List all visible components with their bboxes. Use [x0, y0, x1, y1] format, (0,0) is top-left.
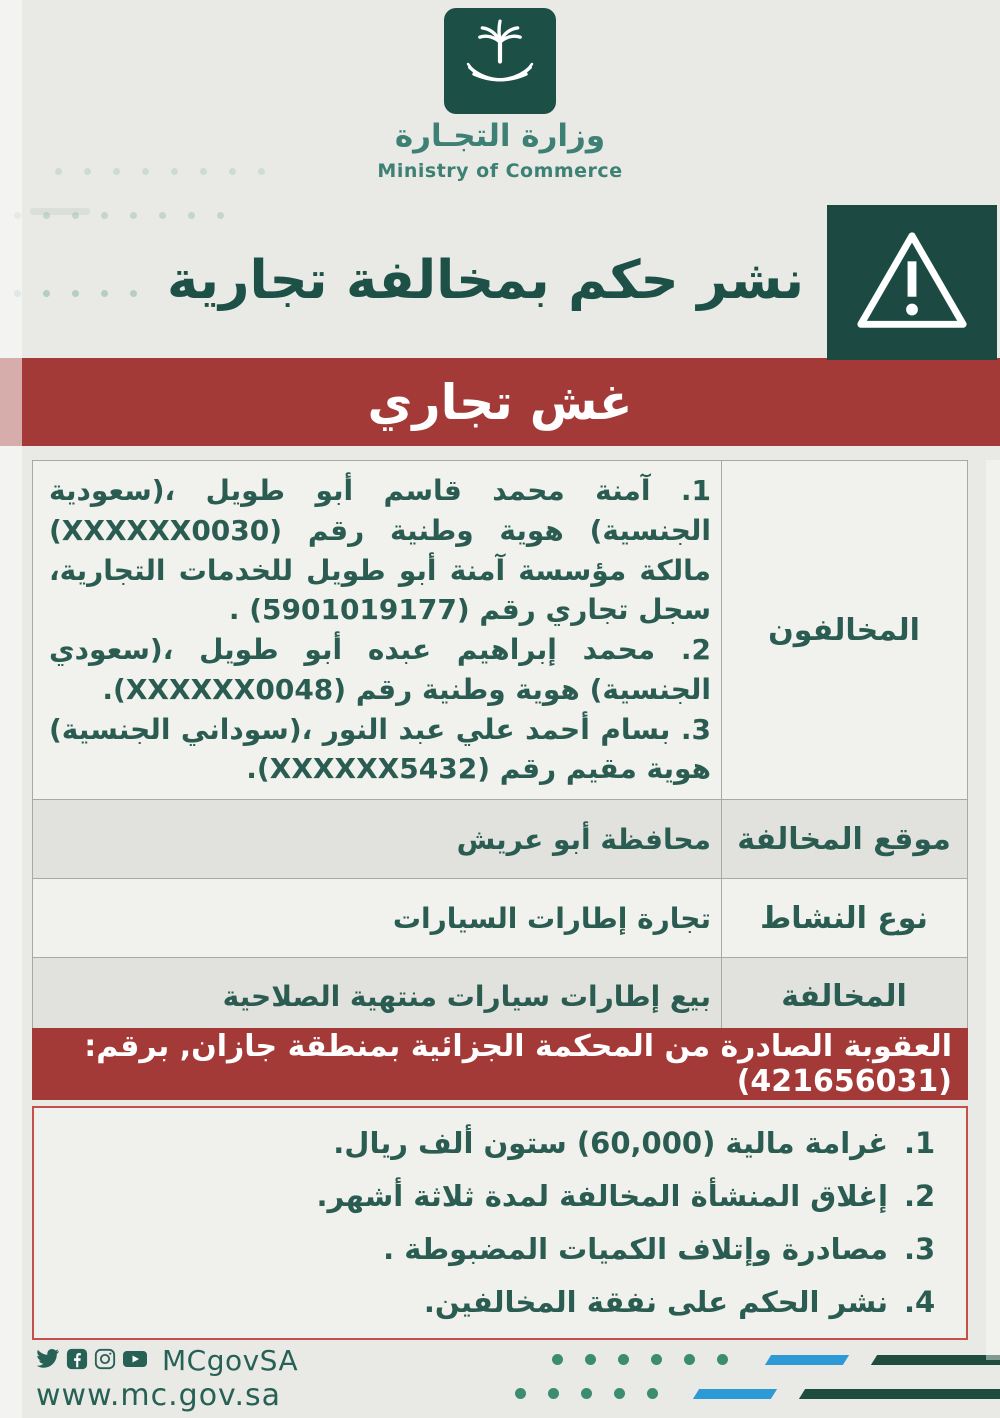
youtube-icon[interactable]	[122, 1344, 148, 1377]
scan-edge-right	[986, 460, 1000, 1360]
location-label: موقع المخالفة	[721, 800, 967, 878]
header	[0, 0, 1000, 200]
penalty-text: نشر الحكم على نفقة المخالفين.	[423, 1284, 888, 1319]
penalty-text: إغلاق المنشأة المخالفة لمدة ثلاثة أشهر.	[316, 1178, 888, 1213]
social-handle[interactable]: MCgovSA	[162, 1344, 299, 1377]
penalty-number: 3.	[904, 1231, 936, 1266]
page-title: نشر حكم بمخالفة تجارية	[166, 249, 804, 311]
violator-item: 1. آمنة محمد قاسم أبو طويل ،(سعودية الجنسية) هوية وطنية رقم (XXXXXX0030) مالكة مؤسسة آمنة أبو طويل للخدمات التجارية، سجل تجاري رقم (5901019177) .	[49, 474, 711, 627]
violation-type-banner: غش تجاري	[0, 358, 1000, 446]
table-row-location	[33, 800, 967, 879]
footer	[0, 1340, 1000, 1418]
penalty-number: 2.	[904, 1178, 936, 1213]
twitter-icon[interactable]	[36, 1344, 60, 1377]
website-url[interactable]: www.mc.gov.sa	[36, 1378, 282, 1413]
penalty-number: 4.	[904, 1284, 936, 1319]
activity-value: تجارة إطارات السيارات	[33, 879, 721, 957]
violators-label: المخالفون	[721, 461, 967, 799]
dots-decoration	[515, 1388, 1000, 1399]
violator-item: 2. محمد إبراهيم عبده أبو طويل ،(سعودي الجنسية) هوية وطنية رقم (XXXXXX0048).	[49, 633, 711, 706]
penalty-item	[54, 1285, 940, 1319]
dots-decoration	[552, 1354, 1000, 1365]
location-value: محافظة أبو عريش	[33, 800, 721, 878]
decorative-dots	[14, 290, 137, 297]
ministry-name-english: Ministry of Commerce	[377, 160, 623, 182]
penalty-list-box	[32, 1106, 968, 1340]
penalty-text: مصادرة وإتلاف الكميات المضبوطة .	[383, 1231, 888, 1266]
ministry-logo	[444, 8, 556, 114]
scan-edge-left	[0, 0, 22, 1418]
penalty-number: 1.	[904, 1125, 936, 1160]
warning-triangle-icon	[853, 225, 971, 341]
penalty-item	[54, 1232, 940, 1266]
penalty-text: غرامة مالية (60,000) ستون ألف ريال.	[333, 1125, 888, 1160]
violation-label: المخالفة	[721, 958, 967, 1034]
facebook-icon[interactable]	[66, 1344, 88, 1377]
social-media-row	[36, 1344, 298, 1377]
violation-details-table	[32, 460, 968, 1035]
activity-label: نوع النشاط	[721, 879, 967, 957]
table-row-violators	[33, 461, 967, 800]
table-row-violation	[33, 958, 967, 1034]
instagram-icon[interactable]	[94, 1344, 116, 1377]
violators-value	[33, 461, 721, 799]
ministry-name-arabic: وزارة التجـارة	[394, 118, 606, 154]
violation-value: بيع إطارات سيارات منتهية الصلاحية	[33, 958, 721, 1034]
violator-item: 3. بسام أحمد علي عبد النور ،(سوداني الجنسية) هوية مقيم رقم (XXXXXX5432).	[49, 712, 711, 786]
penalty-item	[54, 1126, 940, 1160]
table-row-activity	[33, 879, 967, 958]
penalty-header-banner: العقوبة الصادرة من المحكمة الجزائية بمنطقة جازان, برقم: (421656031)	[32, 1028, 968, 1100]
warning-box	[827, 205, 997, 360]
penalty-item	[54, 1179, 940, 1213]
saudi-palm-swords-emblem-icon	[457, 17, 543, 105]
title-banner	[0, 200, 1000, 360]
